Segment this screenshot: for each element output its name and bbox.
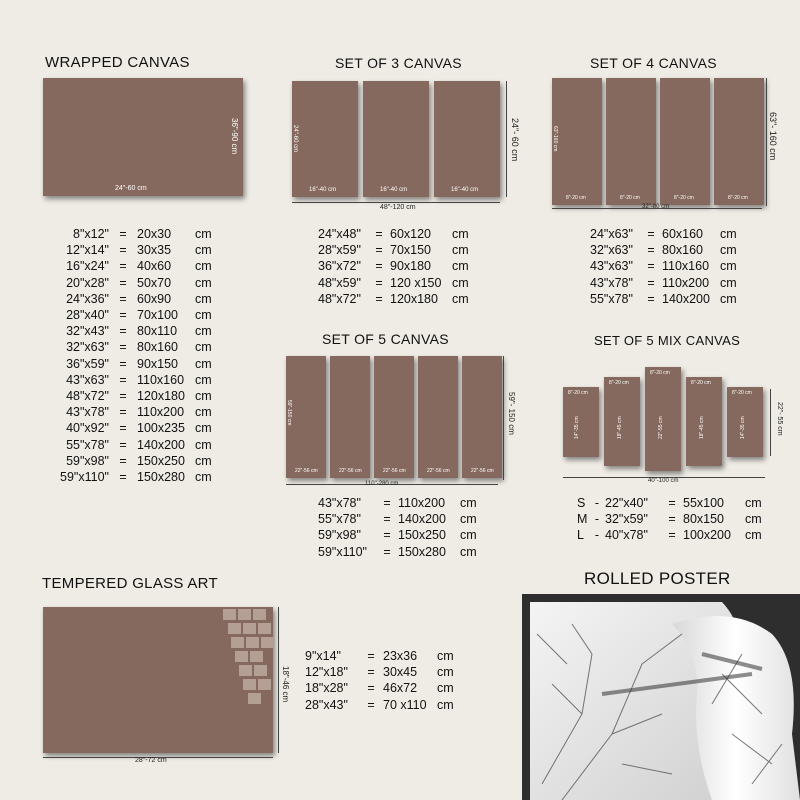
set3-panel-height-label: 24"-60 cm [292,125,298,153]
wrapped-canvas-width-label: 24"-60 cm [115,185,147,192]
glass-width-label: 28"-72 cm [135,757,167,764]
size-cm: 80x110 [137,324,178,339]
size-row [305,697,461,713]
size-row [318,226,476,242]
size-eq: = [367,665,375,680]
size-in: 9"x14" [305,649,341,663]
size-eq: = [119,259,127,274]
size-eq: = [119,437,127,452]
size-eq: = [383,496,391,510]
size-in: 43"x63" [66,372,109,387]
size-row [55,226,225,242]
set5mix-panel-side-label: 14"-35 cm [574,416,580,439]
size-unit: cm [195,308,212,323]
glass-size-list [305,648,461,713]
set5-panel-height-label: 59"-150 cm [286,400,292,426]
size-in: 59"x98" [66,453,109,468]
set3-size-list [318,226,476,307]
wrapped-canvas-size-list [55,226,225,485]
size-unit: cm [195,243,212,258]
size-row [55,404,225,420]
size-eq: = [647,259,655,274]
size-eq: = [383,544,391,559]
size-in: 20"x28" [66,275,109,290]
set5-size-list [318,495,484,560]
size-row [318,291,476,307]
glass-height-line [278,607,279,753]
set5mix-panel-5 [727,387,763,457]
size-dash: - [594,528,600,543]
set3-height-line [506,81,507,197]
size-eq: = [119,291,127,306]
size-cm: 150x250 [398,528,446,543]
size-in: 36"x59" [66,356,109,371]
set3-title: SET OF 3 CANVAS [335,55,462,71]
size-dash: - [594,512,600,527]
size-unit: cm [437,665,454,680]
size-cm: 80x160 [662,243,704,258]
size-unit: cm [452,259,469,274]
size-cm: 50x70 [137,275,172,290]
size-eq: = [367,681,375,696]
set4-panel-1 [552,78,602,205]
size-in: 18"x28" [305,681,348,696]
size-cm: 23x36 [383,649,418,663]
size-unit: cm [195,372,212,387]
set5mix-panel-4 [686,377,722,466]
size-in: 48"x72" [66,389,109,404]
size-unit: cm [745,512,762,527]
size-row [305,680,461,696]
size-row [55,372,225,388]
size-eq: = [367,649,375,663]
size-in: 8"x12" [73,227,109,241]
size-row [55,356,225,372]
size-eq: = [668,528,676,543]
size-in: 28"x59" [318,243,361,258]
size-in: 55"x78" [590,291,633,306]
size-cm: 60x160 [662,227,704,241]
size-eq: = [119,389,127,404]
size-eq: = [375,227,383,241]
set5mix-total-width-label: 40"-100 cm [648,478,679,484]
set4-total-width-label: 32"-80 cm [642,204,670,210]
size-eq: = [119,227,127,241]
size-cm: 70 x110 [383,697,427,712]
rolled-poster-illustration [522,594,800,800]
size-eq: = [119,275,127,290]
size-in: 43"x78" [318,496,361,510]
size-unit: cm [437,649,454,663]
set4-height-line [766,78,767,206]
size-unit: cm [437,697,454,712]
size-row [55,307,225,323]
size-eq: = [119,470,127,485]
size-cm: 60x120 [390,227,432,241]
set5-panel-width-label: 22"-56 cm [383,468,406,474]
size-row [55,420,225,436]
set5mix-panel-top-label: 8"-20 cm [568,390,588,396]
size-cm: 140x200 [662,291,710,306]
size-unit: cm [195,275,212,290]
size-eq: = [119,243,127,258]
size-row [55,323,225,339]
set5-panel-4 [418,356,458,478]
size-row [55,469,225,485]
size-cm: 150x280 [137,470,185,485]
size-cm: 140x200 [137,437,185,452]
size-unit: cm [720,227,737,241]
size-cm: 70x100 [137,308,179,323]
set4-panel-height-label: 63"-160 cm [552,126,558,152]
size-in: 28"x43" [305,697,348,712]
size-cm: 90x150 [137,356,179,371]
set5mix-panel-top-label: 8"-20 cm [650,370,670,376]
size-unit: cm [452,227,469,241]
size-row [55,242,225,258]
glass-height-label: 18"-46 cm [281,666,290,703]
size-unit: cm [195,389,212,404]
size-in: 43"x63" [590,259,633,274]
size-eq: = [119,308,127,323]
set4-panels [552,78,767,206]
size-dash: - [594,496,600,510]
size-unit: cm [745,528,762,543]
size-unit: cm [195,259,212,274]
set5mix-panel-2 [604,377,640,466]
size-cm: 60x90 [137,291,172,306]
size-in: 24"x48" [318,227,361,241]
size-in: 36"x72" [318,259,361,274]
size-in: 32"x43" [66,324,109,339]
size-row [318,527,484,543]
size-unit: cm [195,453,212,468]
set5mix-panel-side-label: 18"-45 cm [617,416,623,439]
size-eq: = [383,512,391,527]
set3-total-height-label: 24"- 60 cm [510,118,520,162]
set5-total-height-label: 59"- 150 cm [507,392,516,435]
size-cm: 30x45 [383,665,418,680]
size-cm: 150x250 [137,453,185,468]
set5-title: SET OF 5 CANVAS [322,331,449,347]
size-cm: 40x60 [137,259,172,274]
set5-panel-1 [286,356,326,478]
size-row [590,242,744,258]
set4-total-height-label: 63"- 160 cm [768,112,778,161]
set3-total-width-label: 48"-120 cm [380,204,416,211]
size-eq: = [668,512,676,527]
size-in: 43"x78" [590,275,633,290]
set4-panel-width-label: 8"-20 cm [674,195,694,201]
size-row [318,258,476,274]
size-eq: = [647,243,655,258]
size-eq: = [375,243,383,258]
size-in: 24"x63" [590,227,633,241]
size-unit: cm [195,356,212,371]
size-in: 16"x24" [66,259,109,274]
size-in: 40"x92" [66,421,109,436]
size-unit: cm [195,340,212,355]
size-in: 59"x110" [318,544,367,559]
size-unit: cm [452,291,469,306]
set5mix-panel-top-label: 8"-20 cm [609,380,629,386]
size-unit: cm [195,421,212,436]
size-in: 40"x78" [605,528,648,543]
size-cm: 70x150 [390,243,432,258]
size-row [55,291,225,307]
size-in: 12"x14" [66,243,109,258]
size-cm: 80x150 [683,512,725,527]
set4-panel-width-label: 8"-20 cm [728,195,748,201]
size-unit: cm [452,243,469,258]
size-row [590,258,744,274]
size-eq: = [119,421,127,436]
glass-panel [43,607,273,753]
size-in: 48"x72" [318,291,361,306]
size-row [590,275,744,291]
set4-panel-3 [660,78,710,205]
set4-panel-width-label: 8"-20 cm [620,195,640,201]
size-row [55,275,225,291]
size-eq: = [119,453,127,468]
size-cm: 110x200 [398,496,446,510]
size-cm: 20x30 [137,227,172,241]
size-eq: = [367,697,375,712]
size-unit: cm [195,227,212,241]
size-cm: 110x200 [137,405,185,420]
size-unit: cm [460,528,477,543]
size-row [318,275,476,291]
size-eq: = [647,275,655,290]
set5-height-line [503,356,504,480]
size-row [318,495,484,511]
size-unit: cm [720,243,737,258]
size-size: M [577,512,588,527]
wrapped-canvas-height-label: 36"-90 cm [230,118,239,155]
size-cm: 55x100 [683,496,725,510]
size-cm: 100x235 [137,421,185,436]
size-row [590,291,744,307]
set5mix-panel-1 [563,387,599,457]
size-row [318,242,476,258]
poster-title: ROLLED POSTER [584,569,731,588]
set3-panel-width-label: 16"-40 cm [451,187,479,193]
set5mix-total-height-label: 22"- 55 cm [776,402,783,436]
size-row [55,453,225,469]
size-eq: = [668,496,676,510]
set5mix-panels [563,365,773,480]
size-row [577,495,767,511]
size-cm: 150x280 [398,544,446,559]
set5-panel-width-label: 22"-56 cm [339,468,362,474]
glass-reflection-grid [43,607,273,753]
size-eq: = [119,356,127,371]
size-cm: 110x160 [137,372,185,387]
size-cm: 46x72 [383,681,418,696]
rolled-poster-image [522,594,800,800]
size-eq: = [375,259,383,274]
set5mix-panel-top-label: 8"-20 cm [691,380,711,386]
size-in: 59"x98" [318,528,361,543]
set5-panels [286,356,501,481]
glass-title: TEMPERED GLASS ART [42,575,219,592]
size-row [55,339,225,355]
set5mix-panel-side-label: 22"-55 cm [658,416,664,439]
size-row [55,388,225,404]
size-unit: cm [745,496,762,510]
size-unit: cm [195,291,212,306]
size-in: 59"x110" [60,470,109,485]
set3-panel-width-label: 16"-40 cm [309,187,337,193]
size-cm: 30x35 [137,243,172,258]
size-row [577,527,767,543]
set3-panel-3 [434,81,500,197]
set5mix-panel-side-label: 18"-45 cm [699,416,705,439]
set5-panel-width-label: 22"-56 cm [295,468,318,474]
size-in: 48"x59" [318,275,361,290]
size-cm: 120x180 [390,291,438,306]
size-row [305,664,461,680]
size-in: 32"x63" [590,243,633,258]
set5-panel-width-label: 22"-56 cm [471,468,494,474]
size-row [55,258,225,274]
set4-panel-width-label: 8"-20 cm [566,195,586,201]
size-eq: = [119,405,127,420]
size-unit: cm [460,512,477,527]
size-cm: 120x180 [137,389,185,404]
size-unit: cm [195,405,212,420]
set3-panels [292,81,502,199]
set3-width-line [292,202,500,203]
size-in: 43"x78" [66,405,109,420]
size-unit: cm [195,324,212,339]
size-row [318,511,484,527]
size-in: 22"x40" [605,496,648,510]
set5mix-panel-top-label: 8"-20 cm [732,390,752,396]
size-eq: = [119,372,127,387]
set5mix-size-list [577,495,767,544]
size-eq: = [119,340,127,355]
size-row [590,226,744,242]
size-cm: 100x200 [683,528,731,543]
size-cm: 110x160 [662,259,710,274]
size-unit: cm [720,291,737,306]
size-unit: cm [452,275,469,290]
size-cm: 110x200 [662,275,710,290]
size-row [305,648,461,664]
set5mix-height-line [770,389,771,456]
size-row [55,437,225,453]
set4-title: SET OF 4 CANVAS [590,55,717,71]
size-eq: = [647,291,655,306]
set5-panel-5 [462,356,502,478]
size-unit: cm [720,275,737,290]
set4-size-list [590,226,744,307]
size-in: 55"x78" [318,512,361,527]
size-eq: = [375,275,383,290]
wrapped-canvas-title: WRAPPED CANVAS [45,54,190,71]
set5mix-panel-3 [645,367,681,471]
size-in: 32"x63" [66,340,109,355]
size-in: 55"x78" [66,437,109,452]
size-unit: cm [437,681,454,696]
size-unit: cm [195,470,212,485]
set5mix-panel-side-label: 14"-35 cm [740,416,746,439]
size-size: L [577,528,584,543]
set5-panel-width-label: 22"-56 cm [427,468,450,474]
size-in: 24"x36" [66,291,109,306]
set5-total-width-label: 110"-280 cm [365,481,399,487]
size-cm: 120 x150 [390,275,442,290]
set3-panel-1 [292,81,358,197]
size-cm: 90x180 [390,259,432,274]
set4-panel-2 [606,78,656,205]
size-in: 32"x59" [605,512,648,527]
size-eq: = [383,528,391,543]
set5mix-title: SET OF 5 MIX CANVAS [594,333,741,348]
size-unit: cm [460,544,477,559]
size-row [577,511,767,527]
size-cm: 140x200 [398,512,446,527]
size-size: S [577,496,586,510]
size-in: 12"x18" [305,665,348,680]
size-in: 28"x40" [66,308,109,323]
size-unit: cm [720,259,737,274]
size-cm: 80x160 [137,340,179,355]
set5-panel-3 [374,356,414,478]
size-eq: = [119,324,127,339]
size-unit: cm [195,437,212,452]
set3-panel-2 [363,81,429,197]
size-eq: = [647,227,655,241]
size-eq: = [375,291,383,306]
size-row [318,544,484,560]
set4-panel-4 [714,78,764,205]
set5-panel-2 [330,356,370,478]
set3-panel-width-label: 16"-40 cm [380,187,408,193]
size-unit: cm [460,496,477,510]
wrapped-canvas-panel [43,78,243,196]
